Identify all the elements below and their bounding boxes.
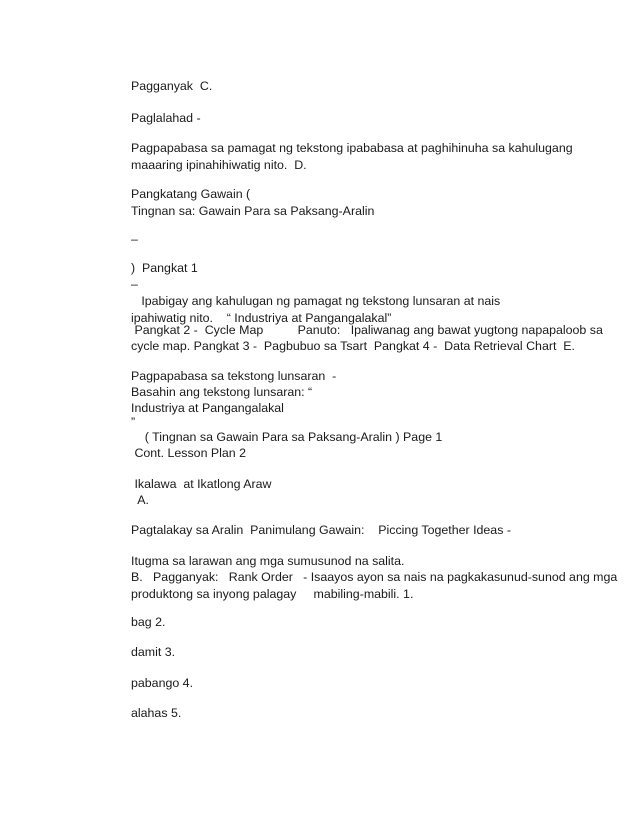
text-line: Itugma sa larawan ang mga sumusunod na salita. xyxy=(131,554,405,568)
text-line: Ipabigay ang kahulugan ng pamagat ng tekstong lunsaran at nais xyxy=(131,294,501,308)
text-line: Pagpapabasa sa pamagat ng tekstong ipababasa at paghihinuha sa kahulugang xyxy=(131,141,573,155)
text-line: cycle map. Pangkat 3 - Pagbubuo sa Tsart Pangkat 4 - Data Retrieval Chart E. xyxy=(131,339,575,353)
text-line: alahas 5. xyxy=(131,706,182,720)
text-line: ” xyxy=(131,415,136,429)
text-line: A. xyxy=(131,493,149,507)
text-line: Industriya at Pangangalakal xyxy=(131,401,284,415)
text-line: Pagpapabasa sa tekstong lunsaran - xyxy=(131,369,337,383)
text-line: ) Pangkat 1 xyxy=(131,261,198,275)
text-line: bag 2. xyxy=(131,615,166,629)
text-line: ipahiwatig nito. “ Industriya at Pangangalakal” xyxy=(131,311,392,325)
text-line: Pangkat 2 - Cycle Map Panuto: Ipaliwanag ang bawat yugtong napapaloob sa xyxy=(131,323,603,337)
text-line: Pagganyak C. xyxy=(131,79,213,93)
text-line: Tingnan sa: Gawain Para sa Paksang-Aralin xyxy=(131,204,375,218)
text-line: Paglalahad - xyxy=(131,111,201,125)
text-line: – xyxy=(131,277,138,291)
text-line: Cont. Lesson Plan 2 xyxy=(131,446,247,460)
text-line: – xyxy=(131,232,138,246)
text-line: produktong sa inyong palagay mabiling-mabili. 1. xyxy=(131,587,414,601)
text-line: maaaring ipinahihiwatig nito. D. xyxy=(131,158,307,172)
text-line: ( Tingnan sa Gawain Para sa Paksang-Aralin ) Page 1 xyxy=(131,430,443,444)
text-line: pabango 4. xyxy=(131,676,194,690)
text-line: Basahin ang tekstong lunsaran: “ xyxy=(131,385,313,399)
text-line: Pangkatang Gawain ( xyxy=(131,187,251,201)
text-line: damit 3. xyxy=(131,645,176,659)
text-line: Ikalawa at Ikatlong Araw xyxy=(131,477,272,491)
text-line: B. Pagganyak: Rank Order - Isaayos ayon sa nais na pagkakasunud-sunod ang mga xyxy=(131,570,618,584)
text-line: Pagtalakay sa Aralin Panimulang Gawain: Piccing Together Ideas - xyxy=(131,523,511,537)
